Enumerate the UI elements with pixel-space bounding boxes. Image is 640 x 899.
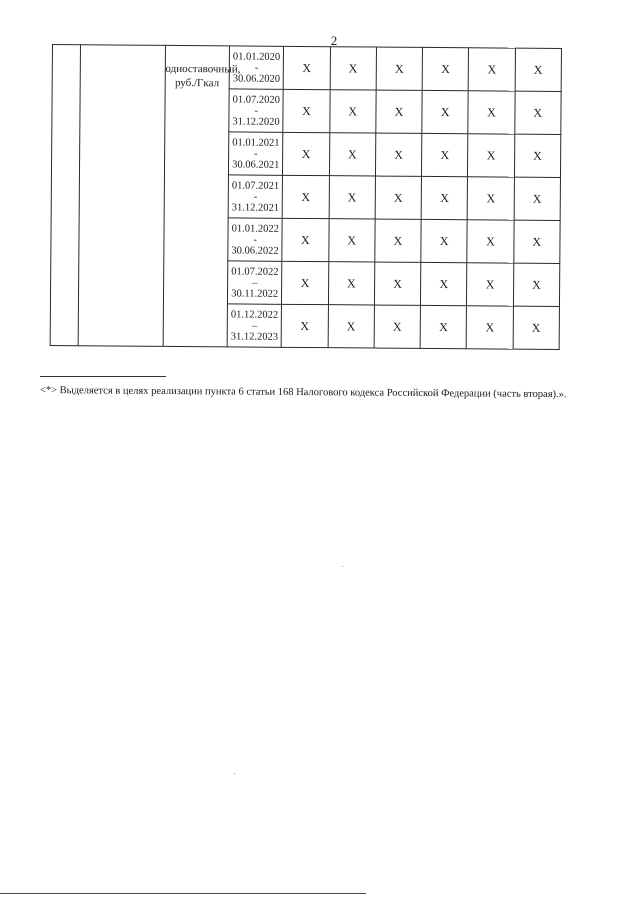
period-from: 01.01.2022 — [231, 222, 279, 235]
tariff-value-cell: Х — [376, 90, 423, 133]
tariff-value-cell: Х — [374, 262, 421, 305]
tariff-value-cell: Х — [282, 175, 329, 218]
footnote-text: <*> Выделяется в целях реализации пункта 6 статьи 168 Налогового кодекса Российской Федерации (часть вторая).». — [39, 384, 567, 401]
table-row — [52, 45, 561, 92]
tariff-value-cell: Х — [467, 306, 514, 349]
period-from: 01.07.2021 — [231, 179, 280, 192]
period-to: 30.06.2021 — [232, 158, 280, 171]
tariff-value-cell: Х — [514, 91, 561, 134]
period-to: 31.12.2020 — [232, 115, 280, 128]
period-from: 01.07.2020 — [232, 93, 280, 106]
tariff-table — [50, 44, 562, 350]
tariff-value-cell: Х — [467, 263, 514, 306]
tariff-value-cell: Х — [515, 48, 562, 91]
table-body — [50, 45, 561, 350]
period-to: 30.06.2022 — [231, 244, 279, 257]
scan-edge-line — [0, 893, 366, 894]
tariff-value-cell: Х — [513, 306, 560, 349]
period-cell — [228, 218, 283, 261]
tariff-value-cell: Х — [422, 90, 469, 133]
tariff-value-cell: Х — [281, 304, 328, 347]
tariff-value-cell: Х — [283, 132, 330, 175]
period-to: 30.06.2020 — [232, 72, 281, 85]
tariff-value-cell: Х — [468, 134, 515, 177]
period-to: 31.12.2021 — [231, 201, 280, 214]
tariff-value-cell: Х — [513, 263, 560, 306]
tariff-value-cell: Х — [283, 46, 330, 89]
period-cell — [227, 261, 282, 304]
period-sep: - — [253, 234, 257, 246]
tariff-value-cell: Х — [328, 305, 375, 348]
period-sep: – — [251, 320, 258, 332]
period-cell — [228, 132, 283, 175]
tariff-value-cell: Х — [329, 133, 376, 176]
tariff-value-cell: Х — [514, 134, 561, 177]
tariff-value-cell: Х — [421, 219, 468, 262]
row-number-cell — [50, 45, 81, 346]
tariff-value-cell: Х — [374, 305, 421, 348]
period-from: 01.12.2022 — [230, 308, 279, 321]
page-number: 2 — [330, 33, 338, 48]
tariff-value-cell: Х — [328, 262, 375, 305]
period-sep: – — [252, 277, 258, 289]
tariff-value-cell: Х — [330, 47, 377, 90]
period-to: 31.12.2023 — [230, 330, 279, 343]
tariff-value-cell: Х — [420, 305, 467, 348]
tariff-value-cell: Х — [422, 133, 469, 176]
tariff-value-cell: Х — [376, 47, 423, 90]
tariff-value-cell: Х — [375, 176, 422, 219]
period-cell — [227, 304, 282, 347]
period-sep: - — [254, 105, 258, 117]
scan-speck — [342, 566, 343, 567]
tariff-value-cell: Х — [283, 89, 330, 132]
tariff-value-cell: Х — [282, 261, 329, 304]
tariff-value-cell: Х — [329, 176, 376, 219]
tariff-value-cell: Х — [421, 176, 468, 219]
period-cell — [229, 89, 284, 132]
tariff-value-cell: Х — [469, 48, 516, 91]
tariff-value-cell: Х — [329, 90, 376, 133]
tariff-value-cell: Х — [468, 91, 515, 134]
tariff-value-cell: Х — [282, 218, 329, 261]
tariff-value-cell: Х — [328, 219, 375, 262]
period-from: 01.01.2021 — [232, 136, 280, 149]
period-to: 30.11.2022 — [231, 287, 279, 300]
scan-speck — [234, 773, 235, 774]
tariff-value-cell: Х — [422, 47, 469, 90]
period-from: 01.07.2022 — [231, 265, 279, 278]
period-sep: - — [254, 62, 259, 74]
period-sep: - — [253, 191, 258, 203]
period-from: 01.01.2020 — [232, 50, 281, 63]
tariff-value-cell: Х — [468, 177, 515, 220]
footnote-divider — [40, 376, 166, 377]
organization-cell — [78, 45, 165, 347]
tariff-value-cell: Х — [375, 133, 422, 176]
tariff-value-cell: Х — [513, 220, 560, 263]
tariff-unit-label: одноставочный, руб./Гкал — [163, 45, 230, 346]
tariff-value-cell: Х — [421, 262, 468, 305]
tariff-value-cell: Х — [375, 219, 422, 262]
tariff-value-cell: Х — [467, 220, 514, 263]
period-cell — [228, 175, 283, 218]
tariff-value-cell: Х — [514, 177, 561, 220]
period-sep: - — [254, 148, 258, 160]
